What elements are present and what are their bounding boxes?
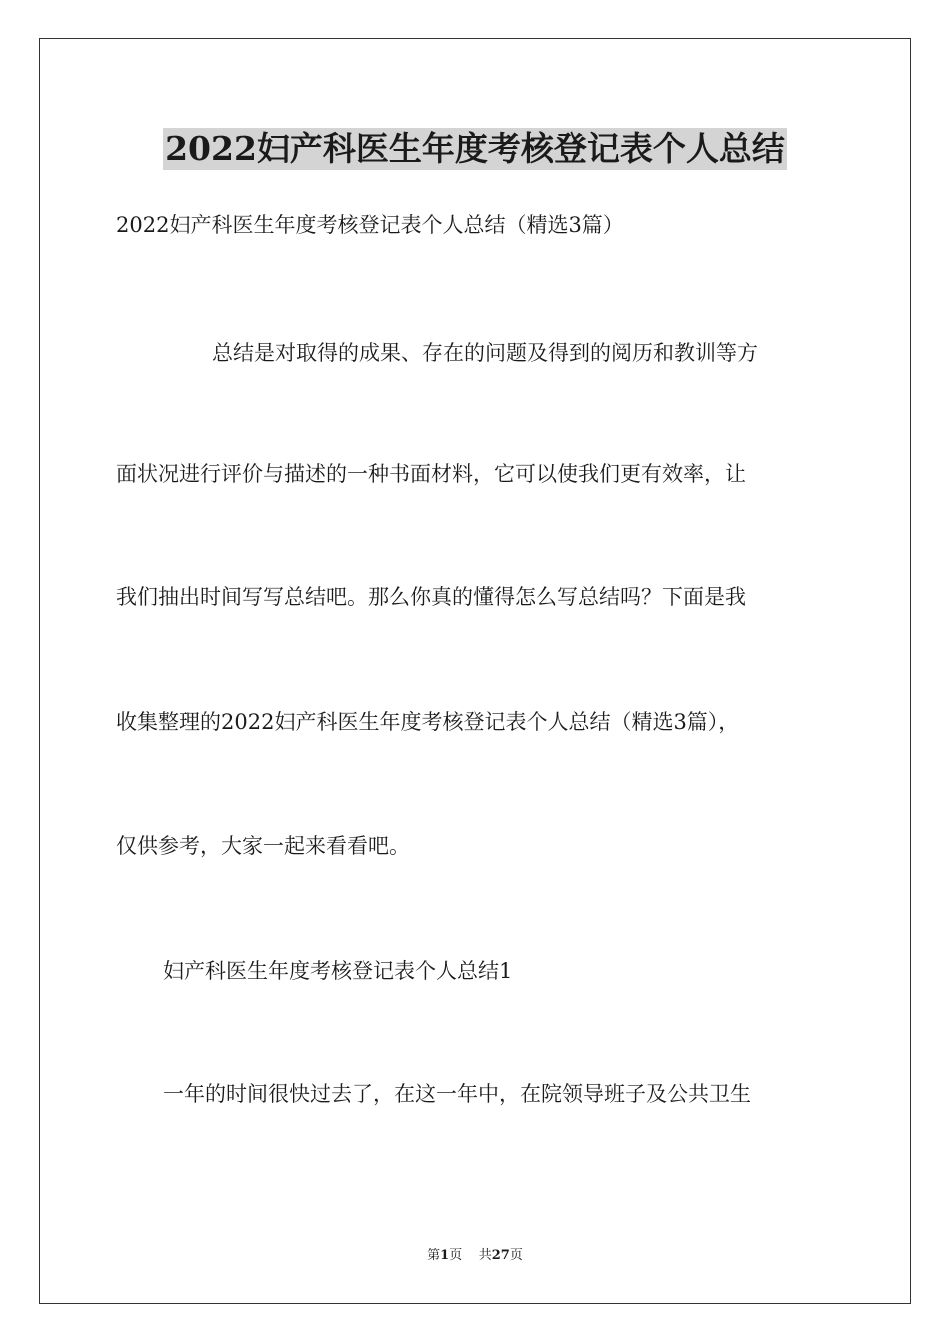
title-container [0,128,950,170]
footer-total-prefix: 共 [478,1248,492,1263]
page-footer [0,1247,950,1265]
footer-total-suffix: 页 [509,1248,523,1263]
footer-page-number: 1 [440,1248,450,1263]
footer-page-prefix: 第 [427,1248,441,1263]
intro-line-5: 仅供参考，大家一起来看看吧。 [116,834,410,858]
section-heading: 妇产科医生年度考核登记表个人总结1 [163,959,513,983]
document-title: 2022妇产科医生年度考核登记表个人总结 [165,129,785,168]
document-subtitle: 2022妇产科医生年度考核登记表个人总结（精选3篇） [116,213,624,237]
body-line: 一年的时间很快过去了，在这一年中，在院领导班子及公共卫生 [163,1082,751,1106]
intro-line-2: 面状况进行评价与描述的一种书面材料，它可以使我们更有效率，让 [116,462,746,486]
intro-line-3: 我们抽出时间写写总结吧。那么你真的懂得怎么写总结吗？下面是我 [116,585,746,609]
footer-page-suffix: 页 [449,1248,463,1263]
intro-line-1: 总结是对取得的成果、存在的问题及得到的阅历和教训等方 [212,341,758,365]
footer-total-pages: 27 [491,1248,510,1263]
intro-line-4: 收集整理的2022妇产科医生年度考核登记表个人总结（精选3篇）， [116,710,740,734]
